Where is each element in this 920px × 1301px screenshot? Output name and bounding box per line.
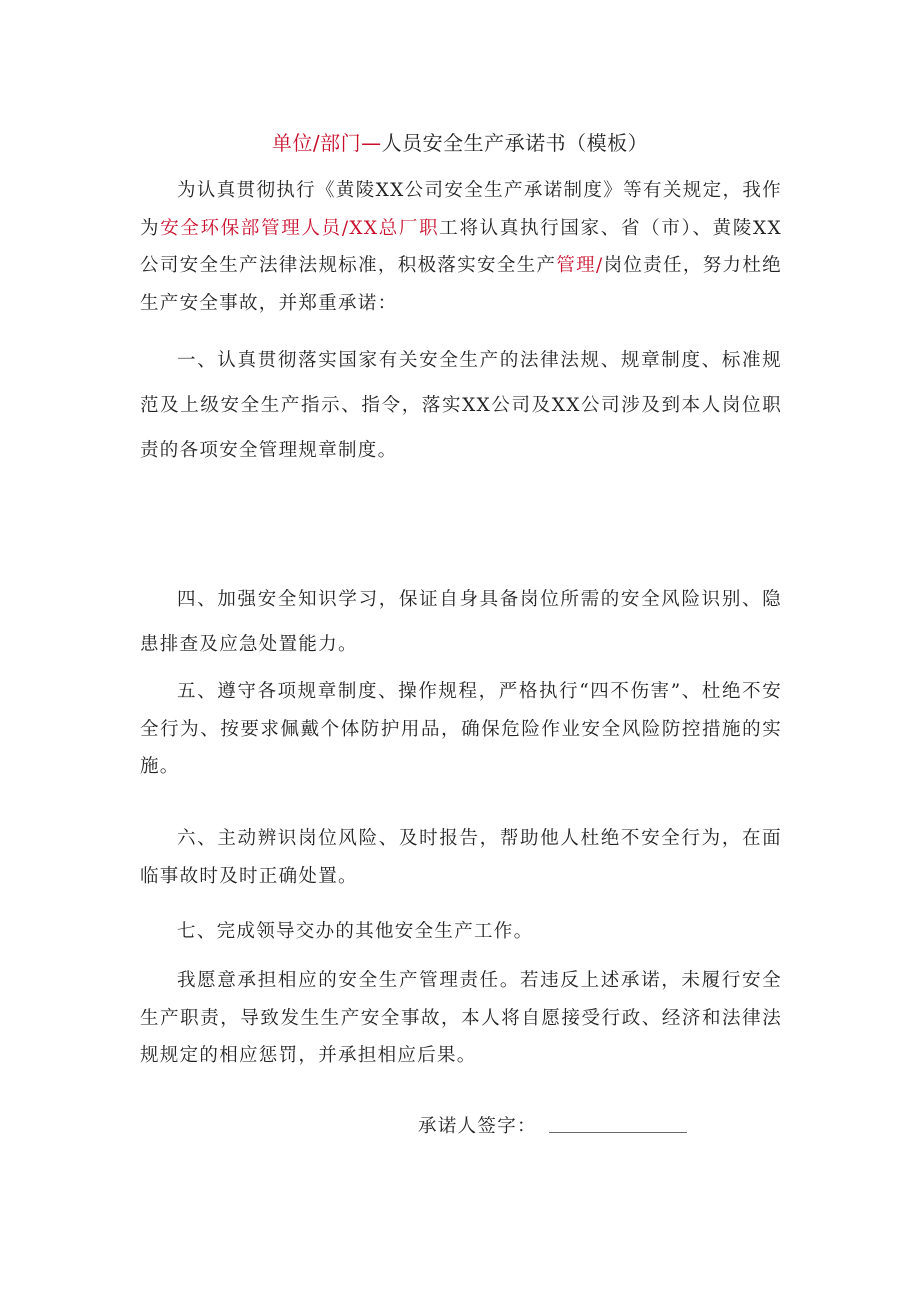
commitment-item-seven: 七、完成领导交办的其他安全生产工作。 [177,921,534,942]
intro-highlight-role: 安全环保部管理人员/XX总厂职 [160,217,440,239]
title-main: 人员安全生产承诺书（模板） [381,131,649,155]
commitment-item-one: 一、认真贯彻落实国家有关安全生产的法律法规、规章制度、标准规范及上级安全生产指示、指令，落实XX公司及XX公司涉及到本人岗位职责的各项安全管理规章制度。 [140,350,782,461]
commitment-item-five: 五、遵守各项规章制度、操作规程，严格执行“四不伤害”、杜绝不安全行为、按要求佩戴个体防护用品，确保危险作业安全风险防控措施的实施。 [140,681,782,777]
title-unit-department: 单位/部门— [271,131,382,155]
signature-label: 承诺人签字： [418,1116,537,1137]
closing-paragraph: 我愿意承担相应的安全生产管理责任。若违反上述承诺，未履行安全生产职责，导致发生生产安全事故，本人将自愿接受行政、经济和法律法规规定的相应惩罚，并承担相应后果。 [140,970,782,1066]
intro-paragraph [140,172,782,322]
intro-highlight-management: 管理/ [556,255,604,276]
document-title [0,128,920,158]
commitment-item-six: 六、主动辨识岗位风险、及时报告，帮助他人杜绝不安全行为，在面临事故时及时正确处置。 [140,828,782,887]
signature-line[interactable] [549,1132,687,1133]
commitment-item-four: 四、加强安全知识学习，保证自身具备岗位所需的安全风险识别、隐患排查及应急处置能力。 [140,589,782,655]
intro-text-3: 岗位责任，努力杜绝生产安全事故，并郑重承诺： [140,255,782,314]
intro-text-2: 工将认真执行国家、省（市）、黄陵XX公司安全生产法律法规标准，积极落实安全生产 [140,217,782,276]
intro-text-1: 为认真贯彻执行《黄陵XX公司安全生产承诺制度》等有关规定，我作为 [140,180,782,239]
